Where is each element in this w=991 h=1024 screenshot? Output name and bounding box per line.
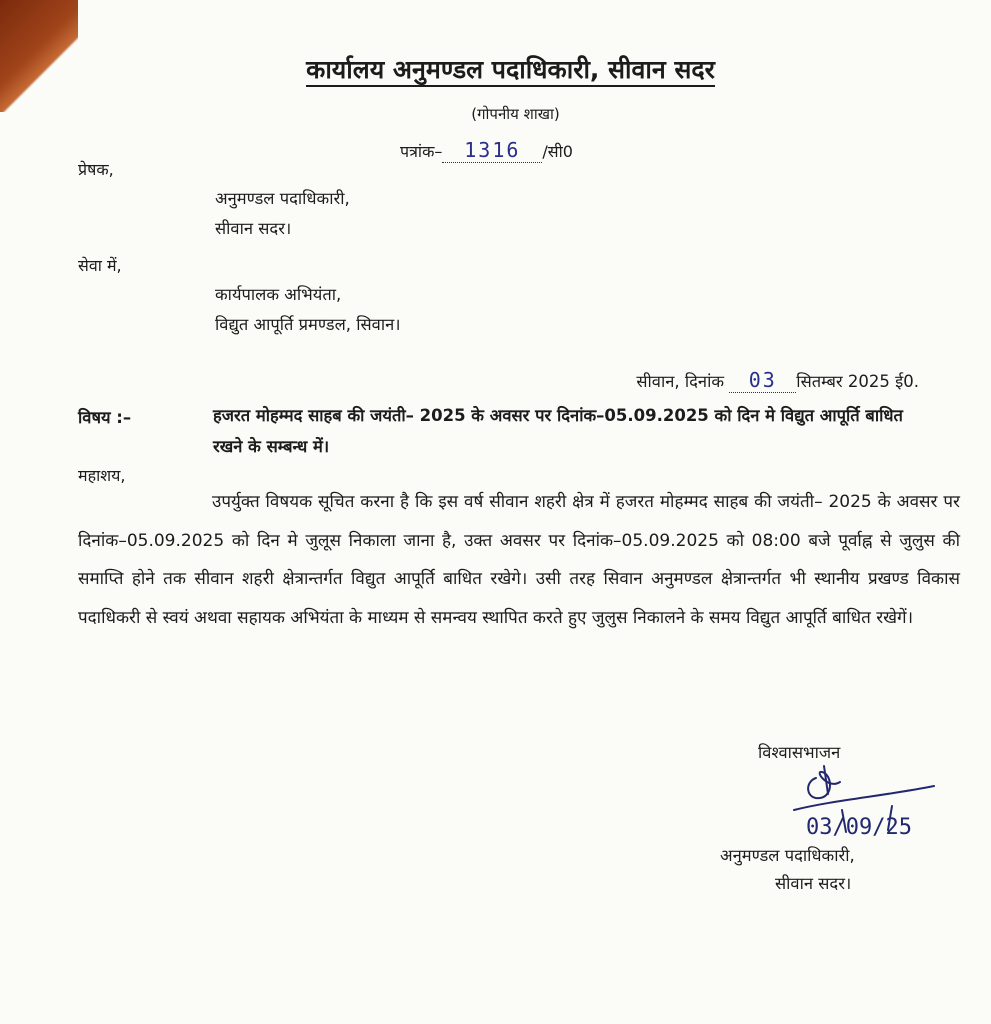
date-prefix: सीवान, दिनांक	[636, 372, 725, 391]
section-name: (गोपनीय शाखा)	[471, 105, 560, 123]
handwritten-signature	[784, 760, 954, 850]
signatory-line-2: सीवान सदर।	[775, 874, 852, 893]
recipient-label: सेवा में,	[78, 256, 122, 275]
date-line	[636, 368, 919, 393]
sender-address	[215, 184, 350, 244]
date-day: 03	[729, 368, 796, 393]
signatory-title	[720, 842, 855, 898]
office-title: कार्यालय अनुमण्डल पदाधिकारी, सीवान सदर	[0, 52, 991, 86]
subject-text: हजरत मोहम्मद साहब की जयंती– 2025 के अवसर पर दिनांक–05.09.2025 को दिन मे विद्युत आपूर्ति बाधित रखने के सम्बन्ध में।	[213, 406, 903, 456]
sender-line-1: अनुमण्डल पदाधिकारी,	[215, 189, 350, 208]
signature-date: 03/09/25	[806, 815, 912, 840]
date-suffix: सितम्बर 2025 ई0.	[796, 372, 919, 391]
closing-phrase: विश्वासभाजन	[758, 743, 841, 762]
recipient-line-1: कार्यपालक अभियंता,	[215, 285, 342, 304]
letter-number-value: 1316	[442, 138, 542, 163]
body-paragraph: उपर्युक्त विषयक सूचित करना है कि इस वर्ष सीवान शहरी क्षेत्र में हजरत मोहम्मद साहब की जयंती– 2025 के अवसर पर दिनांक–05.09.2025 को दिन मे जुलूस निकाला जाना है, उक्त अवसर पर दिनांक–05.09.2025 को 08:00 बजे पूर्वाह्न से जुलुस की समाप्ति होने तक सीवान शहरी क्षेत्रान्तर्गत विद्युत आपूर्ति बाधित रखेगे। उसी तरह सिवान अनुमण्डल क्षेत्रान्तर्गत भी स्थानीय प्रखण्ड विकास पदाधिकरी से स्वयं अथवा सहायक अभियंता के माध्यम से समन्वय स्थापित करते हुए जुलुस निकालने के समय विद्युत आपूर्ति बाधित रखेगें।	[78, 492, 960, 628]
recipient-address	[215, 280, 401, 340]
letter-number-suffix: /सी0	[542, 142, 573, 161]
signatory-line-1: अनुमण्डल पदाधिकारी,	[720, 846, 855, 865]
letter-number-prefix: पत्रांक–	[400, 142, 443, 161]
letter-number	[400, 138, 573, 163]
sender-label: प्रेषक,	[78, 160, 114, 179]
salutation: महाशय,	[78, 466, 126, 485]
sender-line-2: सीवान सदर।	[215, 219, 292, 238]
recipient-line-2: विद्युत आपूर्ति प्रमण्डल, सिवान।	[215, 315, 401, 334]
subject-label: विषय :–	[78, 408, 132, 427]
